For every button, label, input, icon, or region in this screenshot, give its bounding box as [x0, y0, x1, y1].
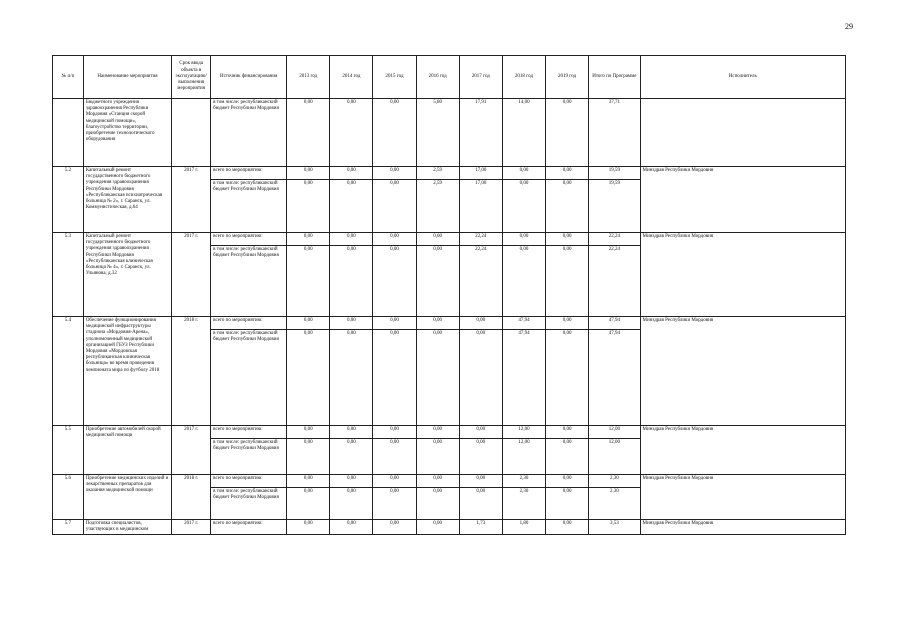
table-cell: 5.5 — [53, 426, 84, 475]
table-cell: 2,30 — [502, 488, 545, 520]
table-cell: 0,00 — [287, 180, 330, 233]
header-cell: 2019 год — [546, 56, 589, 99]
table-cell: 0,00 — [287, 246, 330, 317]
table-cell: 22,24 — [589, 246, 640, 317]
header-cell: Итого по Программе — [589, 56, 640, 99]
table-cell: 0,00 — [502, 246, 545, 317]
table-cell: 0,00 — [330, 233, 373, 246]
table-cell: 0,00 — [373, 99, 416, 167]
table-cell: 0,00 — [373, 180, 416, 233]
header-cell: Срок ввода объекта в эксплуатацию/ выполнения мероприятия — [172, 56, 211, 99]
header-cell: 2018 год — [502, 56, 545, 99]
table-cell: 0,00 — [459, 475, 502, 488]
table-cell: 0,00 — [287, 426, 330, 439]
table-cell: 0,00 — [546, 439, 589, 475]
table-cell: 0,00 — [416, 475, 459, 488]
table-cell: 0,00 — [502, 180, 545, 233]
table-cell: 1,73 — [459, 520, 502, 535]
table-cell: 0,00 — [287, 317, 330, 330]
table-cell: в том числе: республиканский бюджет Республики Мордовия — [211, 180, 287, 233]
table-cell: Обеспечение функционирования медицинской инфраструктуры стадиона «Мордовия-Арена», уполномоченный медицинской организацией ГБУЗ Республики Мордовия «Мордовская республиканская клиническая больница» во время проведения чемпионата мира по футболу 2018 — [83, 317, 171, 426]
table-cell: 5.4 — [53, 317, 84, 426]
table-cell: 0,00 — [546, 99, 589, 167]
table-cell: 0,00 — [373, 317, 416, 330]
table-cell: 0,00 — [546, 520, 589, 535]
table-cell: 0,00 — [373, 246, 416, 317]
table-cell: 0,00 — [416, 233, 459, 246]
table-cell: 0,00 — [287, 330, 330, 426]
table-cell: 0,00 — [373, 488, 416, 520]
table-cell: 5,80 — [416, 99, 459, 167]
table-cell: 5.2 — [53, 167, 84, 233]
table-cell: 0,00 — [546, 475, 589, 488]
table-cell: 0,00 — [416, 246, 459, 317]
table-cell: 22,24 — [459, 246, 502, 317]
header-cell: № п/п — [53, 56, 84, 99]
table-cell: 0,00 — [546, 317, 589, 330]
table-cell — [172, 99, 211, 167]
table-cell: 0,00 — [330, 439, 373, 475]
table-cell — [53, 99, 84, 167]
table-cell: 5.3 — [53, 233, 84, 317]
header-cell: 2015 год — [373, 56, 416, 99]
table-cell: всего по мероприятию: — [211, 475, 287, 488]
table-cell: 0,00 — [546, 426, 589, 439]
header-cell: 2017 год — [459, 56, 502, 99]
table-cell: 2017 г. — [172, 167, 211, 233]
table-cell: 47,94 — [589, 317, 640, 330]
table-cell: 0,00 — [330, 520, 373, 535]
table-cell: 0,00 — [373, 233, 416, 246]
table-cell: 5.6 — [53, 475, 84, 520]
table-cell: 0,00 — [287, 488, 330, 520]
table-cell: 2,30 — [589, 488, 640, 520]
table-cell: 2,59 — [416, 167, 459, 180]
table-cell: 0,00 — [373, 167, 416, 180]
header-cell: Источник финансирования — [211, 56, 287, 99]
table-cell: всего по мероприятию: — [211, 520, 287, 535]
table-cell: 37,71 — [589, 99, 640, 167]
table-cell: 2018 г. — [172, 475, 211, 520]
table-cell: в том числе: республиканский бюджет Республики Мордовия — [211, 488, 287, 520]
table-cell: 19,59 — [589, 180, 640, 233]
table-cell: 47,94 — [502, 317, 545, 330]
table-cell: 17,00 — [459, 167, 502, 180]
table-cell: Бюджетного учреждения здравоохранения Республики Мордовия «Станция скорой медицинской помощи», благоустройство территории, приобретение технологического оборудования — [83, 99, 171, 167]
table-cell: 0,00 — [330, 426, 373, 439]
table-cell: Подготовка специалистов, участвующих в медицинском — [83, 520, 171, 535]
table-cell: 0,00 — [459, 426, 502, 439]
table-cell: 19,59 — [589, 167, 640, 180]
table-cell: 2018 г. — [172, 317, 211, 426]
table-cell: 0,00 — [287, 475, 330, 488]
table-cell: 0,00 — [287, 167, 330, 180]
table-row — [53, 167, 846, 180]
table-cell: Минздрав Республики Мордовия — [640, 475, 845, 520]
table-cell: всего по мероприятию: — [211, 167, 287, 180]
table-cell: 0,00 — [459, 439, 502, 475]
table-cell: 2017 г. — [172, 520, 211, 535]
table-cell: 5.7 — [53, 520, 84, 535]
table-cell: 0,00 — [330, 330, 373, 426]
table-cell: 0,00 — [546, 246, 589, 317]
table-cell: Приобретение медицинских изделий и лекарственных препаратов для оказания медицинской помощи — [83, 475, 171, 520]
table-cell: 0,00 — [416, 488, 459, 520]
table-cell — [640, 99, 845, 167]
table-cell: Минздрав Республики Мордовия — [640, 167, 845, 233]
table-cell: 12,00 — [589, 439, 640, 475]
table-cell: в том числе: республиканский бюджет Республики Мордовия — [211, 330, 287, 426]
table-cell: 0,00 — [373, 426, 416, 439]
header-row — [53, 56, 846, 99]
table-cell: 0,00 — [330, 475, 373, 488]
table-cell: 0,00 — [502, 167, 545, 180]
header-cell: 2014 год — [330, 56, 373, 99]
table-cell: 0,00 — [330, 99, 373, 167]
table-cell: 12,00 — [589, 426, 640, 439]
table-cell: 0,00 — [330, 246, 373, 317]
table-cell: 0,00 — [287, 233, 330, 246]
table-row — [53, 520, 846, 535]
table-body — [53, 99, 846, 535]
table-cell: всего по мероприятию: — [211, 426, 287, 439]
table-cell: 0,00 — [330, 167, 373, 180]
table-cell: 12,00 — [502, 439, 545, 475]
table-cell: Капитальный ремонт государственного бюджетного учреждения здравоохранения Республики Мордовия «Республиканская психиатрическая больница № 2», г. Саранск, ул. Коммунистическая, д.64 — [83, 167, 171, 233]
table-cell: 47,94 — [502, 330, 545, 426]
table-cell: 12,00 — [502, 426, 545, 439]
table-row — [53, 426, 846, 439]
table-cell: 2017 г. — [172, 426, 211, 475]
table-cell: 0,00 — [287, 99, 330, 167]
table-cell: Минздрав Республики Мордовия — [640, 520, 845, 535]
table-cell: 2,59 — [416, 180, 459, 233]
table-cell: 0,00 — [373, 520, 416, 535]
table-cell: 0,00 — [546, 233, 589, 246]
table-cell: 0,00 — [330, 180, 373, 233]
table-cell: 0,00 — [373, 439, 416, 475]
table-cell: 0,00 — [546, 330, 589, 426]
table-cell: 0,00 — [416, 426, 459, 439]
table-cell: Минздрав Республики Мордовия — [640, 233, 845, 317]
table-cell: 0,00 — [459, 330, 502, 426]
table-cell: 17,00 — [459, 180, 502, 233]
table-cell: Капитальный ремонт государственного бюджетного учреждения здравоохранения Республики Мордовия «Республиканская клиническая больница № 4», г. Саранск, ул. Ульянова, д.32 — [83, 233, 171, 317]
table-cell: 22,24 — [589, 233, 640, 246]
table-row — [53, 233, 846, 246]
table-cell: всего по мероприятию: — [211, 233, 287, 246]
table-cell: 0,00 — [287, 520, 330, 535]
table-cell: 0,00 — [546, 488, 589, 520]
table-cell: 0,00 — [502, 233, 545, 246]
table-cell: в том числе: республиканский бюджет Республики Мордовия — [211, 439, 287, 475]
table-cell: 0,00 — [546, 180, 589, 233]
header-cell: Наименование мероприятия — [83, 56, 171, 99]
table-cell: в том числе: республиканский бюджет Республики Мордовия — [211, 99, 287, 167]
table-cell: 2017 г. — [172, 233, 211, 317]
table-cell: в том числе: республиканский бюджет Республики Мордовия — [211, 246, 287, 317]
table-row — [53, 317, 846, 330]
table-cell: 14,00 — [502, 99, 545, 167]
table-cell: 0,00 — [416, 330, 459, 426]
table-cell: 0,00 — [416, 520, 459, 535]
table-row — [53, 475, 846, 488]
table-cell: 0,00 — [330, 488, 373, 520]
table-cell: 22,24 — [459, 233, 502, 246]
table-cell: Минздрав Республики Мордовия — [640, 426, 845, 475]
header-cell: Исполнитель — [640, 56, 845, 99]
table-cell: 1,80 — [502, 520, 545, 535]
table-cell: 0,00 — [330, 317, 373, 330]
program-table — [52, 55, 846, 535]
table-cell: 0,00 — [373, 330, 416, 426]
table-cell: Приобретение автомобилей скорой медицинской помощи — [83, 426, 171, 475]
table-cell: 0,00 — [416, 439, 459, 475]
header-cell: 2013 год — [287, 56, 330, 99]
table-cell: 0,00 — [287, 439, 330, 475]
table-cell: 0,00 — [459, 488, 502, 520]
table-cell: 0,00 — [373, 475, 416, 488]
table-cell: 2,30 — [589, 475, 640, 488]
table-cell: 2,30 — [502, 475, 545, 488]
table-row — [53, 99, 846, 167]
header-cell: 2016 год — [416, 56, 459, 99]
table-cell: 47,94 — [589, 330, 640, 426]
page-number: 29 — [845, 22, 853, 31]
table-cell: Минздрав Республики Мордовия — [640, 317, 845, 426]
table-cell: 0,00 — [416, 317, 459, 330]
table-cell: 17,91 — [459, 99, 502, 167]
table-cell: 0,00 — [546, 167, 589, 180]
table-cell: 3,53 — [589, 520, 640, 535]
table-cell: 0,00 — [459, 317, 502, 330]
table-cell: всего по мероприятию: — [211, 317, 287, 330]
